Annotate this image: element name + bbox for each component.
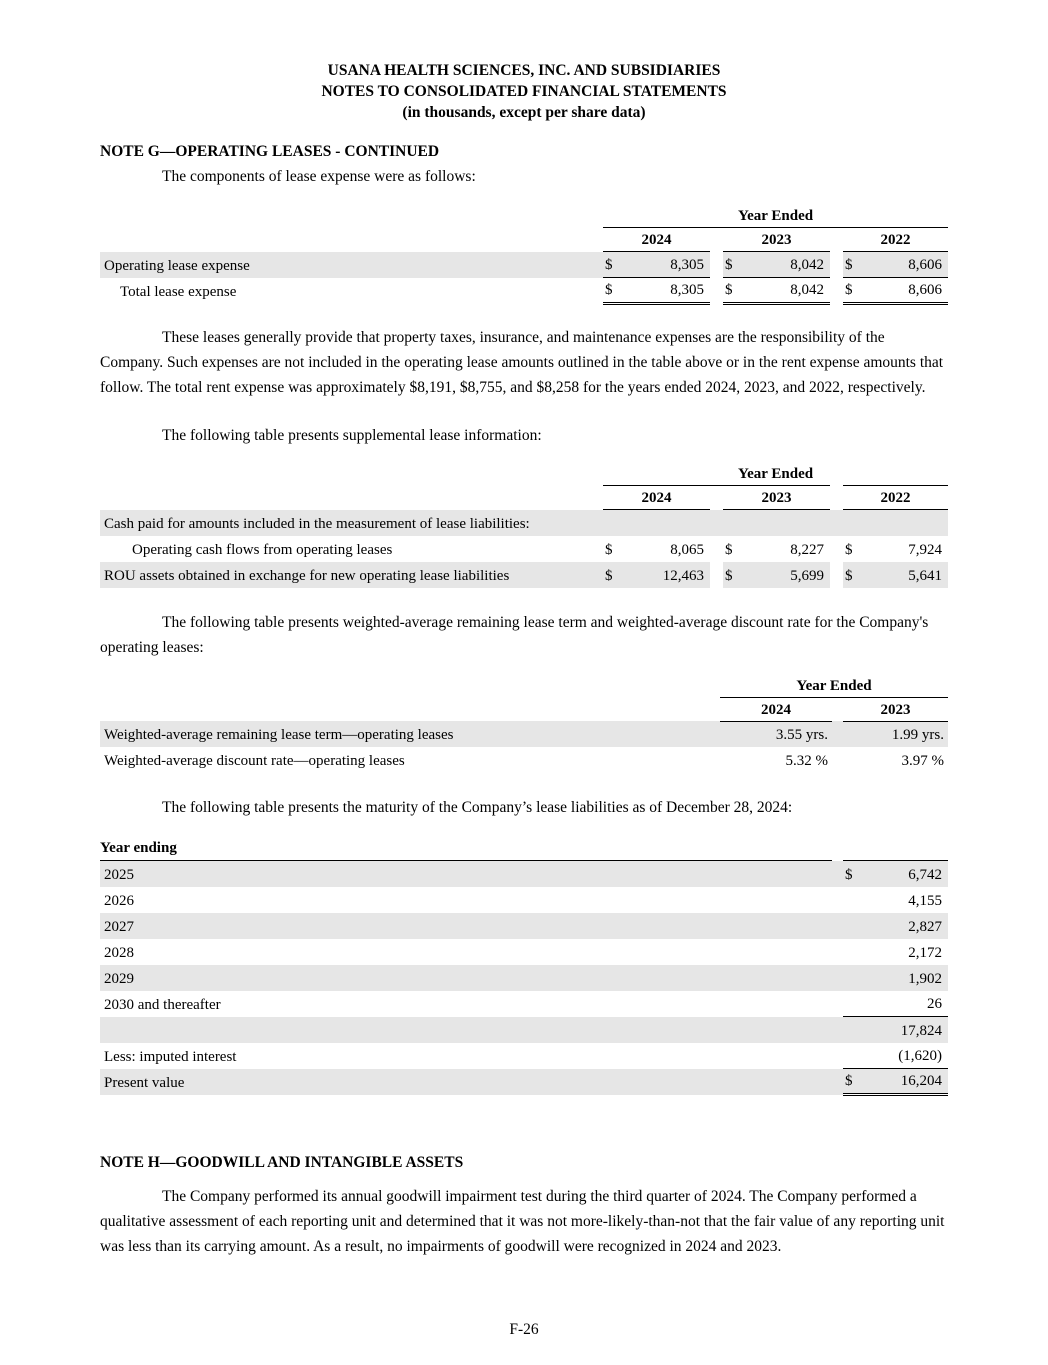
row-label: Weighted-average remaining lease term—operating leases <box>100 721 720 747</box>
currency-symbol: $ <box>605 541 613 558</box>
currency-symbol: $ <box>723 252 745 278</box>
year-2023: 2023 <box>723 486 830 510</box>
cell-value: 2,827 <box>865 913 948 939</box>
table-row <box>100 861 948 887</box>
year-2023: 2023 <box>843 697 948 721</box>
cell-value: 8,305 <box>625 278 710 304</box>
note-h-heading: NOTE H—GOODWILL AND INTANGIBLE ASSETS <box>100 1154 464 1171</box>
currency-symbol: $ <box>723 562 745 588</box>
table-row <box>100 252 948 278</box>
page-number: F-26 <box>509 1321 539 1338</box>
cell-value: 4,155 <box>908 892 942 909</box>
year-2022: 2022 <box>843 486 948 510</box>
table-row <box>100 939 948 965</box>
year-ending-header: Year ending <box>100 838 832 861</box>
supplemental-intro: The following table presents supplemental lease information: <box>162 427 542 444</box>
currency-symbol: $ <box>843 562 865 588</box>
cell-value: 17,824 <box>865 1017 948 1043</box>
cell-value: 8,065 <box>670 541 704 558</box>
cell-value: 8,042 <box>745 278 830 304</box>
currency-symbol: $ <box>603 252 625 278</box>
year-columns-row <box>100 228 948 252</box>
currency-symbol: $ <box>603 562 625 588</box>
rule-line <box>843 838 948 861</box>
row-label: 2026 <box>104 892 134 909</box>
cell-value: 8,305 <box>625 252 710 278</box>
year-2024: 2024 <box>603 228 710 252</box>
cell-value: 6,742 <box>865 861 948 887</box>
year-2024: 2024 <box>720 697 832 721</box>
cell-value: 5,641 <box>865 562 948 588</box>
currency-symbol: $ <box>723 278 745 304</box>
table-span-header-row <box>100 463 948 485</box>
row-label: 2030 and thereafter <box>104 996 221 1013</box>
currency-symbol: $ <box>603 278 625 304</box>
row-label: ROU assets obtained in exchange for new operating lease liabilities <box>100 562 603 588</box>
row-label: 2025 <box>100 861 832 887</box>
maturity-intro: The following table presents the maturity of the Company’s lease liabilities as of December 28, 2024: <box>162 799 793 816</box>
currency-symbol: $ <box>725 541 733 558</box>
year-2024: 2024 <box>603 486 710 510</box>
table-total-row <box>100 278 948 304</box>
currency-symbol: $ <box>843 1069 865 1095</box>
row-label: Operating lease expense <box>100 252 603 278</box>
section-label: Cash paid for amounts included in the measurement of lease liabilities: <box>100 510 948 536</box>
currency-symbol: $ <box>843 252 865 278</box>
year-ended-header: Year Ended <box>737 208 814 224</box>
cell-value: 3.97 % <box>901 753 945 769</box>
row-label: Total lease expense <box>120 283 237 300</box>
table-row <box>100 1043 948 1069</box>
table-row <box>100 913 948 939</box>
table-row <box>100 747 948 773</box>
cell-value: 5.32 % <box>785 753 828 769</box>
year-columns-row <box>100 697 948 721</box>
table-row <box>100 991 948 1017</box>
cell-value: 8,042 <box>745 252 830 278</box>
cell-value: 1,902 <box>865 965 948 991</box>
note-g-heading: NOTE G—OPERATING LEASES - CONTINUED <box>100 143 440 160</box>
row-label <box>100 1017 832 1043</box>
lease-expense-table <box>100 205 948 305</box>
table-row <box>100 721 948 747</box>
currency-symbol: $ <box>843 861 865 887</box>
row-label: Operating cash flows from operating leases <box>132 541 393 558</box>
year-ended-header: Year Ended <box>737 466 814 482</box>
cell-value: 1.99 yrs. <box>843 721 948 747</box>
rent-expense-paragraph: These leases generally provide that property taxes, insurance, and maintenance expenses are the responsibility of the Company. Such expenses are not included in the operating lease amounts outlined in the table above or in the rent expense amounts that follow. The total rent expense was approximately $8,191, $8,755, and $8,258 for the years ended 2024, 2023, and 2022, respectively. <box>100 329 944 396</box>
cell-value: 7,924 <box>908 541 943 558</box>
table-row <box>100 562 948 588</box>
cell-value: 12,463 <box>625 562 710 588</box>
year-2023: 2023 <box>723 228 830 252</box>
document-header <box>100 60 948 123</box>
supplemental-table <box>100 463 948 588</box>
table-row <box>100 965 948 991</box>
maturity-table <box>100 838 948 1096</box>
cell-value: 3.55 yrs. <box>720 721 832 747</box>
company-name: USANA HEALTH SCIENCES, INC. AND SUBSIDIARIES <box>327 62 721 79</box>
table-total-row <box>100 1069 948 1095</box>
row-label: 2029 <box>100 965 832 991</box>
cell-value: 2,172 <box>908 944 942 961</box>
table-header-row <box>100 838 948 861</box>
year-columns-row <box>100 486 948 510</box>
row-label: 2027 <box>100 913 832 939</box>
year-2022: 2022 <box>843 228 948 252</box>
lease-expense-intro: The components of lease expense were as follows: <box>162 168 476 185</box>
table-span-header-row <box>100 205 948 227</box>
cell-value: 16,204 <box>865 1069 948 1095</box>
table-section-row <box>100 510 948 536</box>
table-span-header-row <box>100 675 948 697</box>
table-subtotal-row <box>100 1017 948 1043</box>
table-row <box>100 536 948 562</box>
weighted-average-table <box>100 675 948 774</box>
row-label: Present value <box>100 1069 832 1095</box>
table-row <box>100 887 948 913</box>
units-note: (in thousands, except per share data) <box>402 104 646 121</box>
currency-symbol: $ <box>845 541 853 558</box>
row-label: Less: imputed interest <box>104 1048 237 1065</box>
cell-value: 8,227 <box>790 541 824 558</box>
cell-value: 8,606 <box>865 278 948 304</box>
row-label: 2028 <box>104 944 134 961</box>
row-label: Weighted-average discount rate—operating leases <box>104 753 405 769</box>
year-ended-header: Year Ended <box>796 677 872 694</box>
cell-value: (1,620) <box>865 1043 948 1069</box>
weighted-average-intro: The following table presents weighted-average remaining lease term and weighted-average discount rate for the Company's operating leases: <box>100 613 929 656</box>
currency-symbol: $ <box>843 278 865 304</box>
cell-value: 8,606 <box>865 252 948 278</box>
goodwill-paragraph: The Company performed its annual goodwill impairment test during the third quarter of 2024. The Company performed a qualitative assessment of each reporting unit and determined that it was not more-likely-than-not that the fair value of any reporting unit was less than its carrying amount. As a result, no impairments of goodwill were recognized in 2024 and 2023. <box>100 1188 945 1255</box>
cell-value: 26 <box>865 991 948 1017</box>
cell-value: 5,699 <box>745 562 830 588</box>
document-title: NOTES TO CONSOLIDATED FINANCIAL STATEMENTS <box>321 83 727 100</box>
